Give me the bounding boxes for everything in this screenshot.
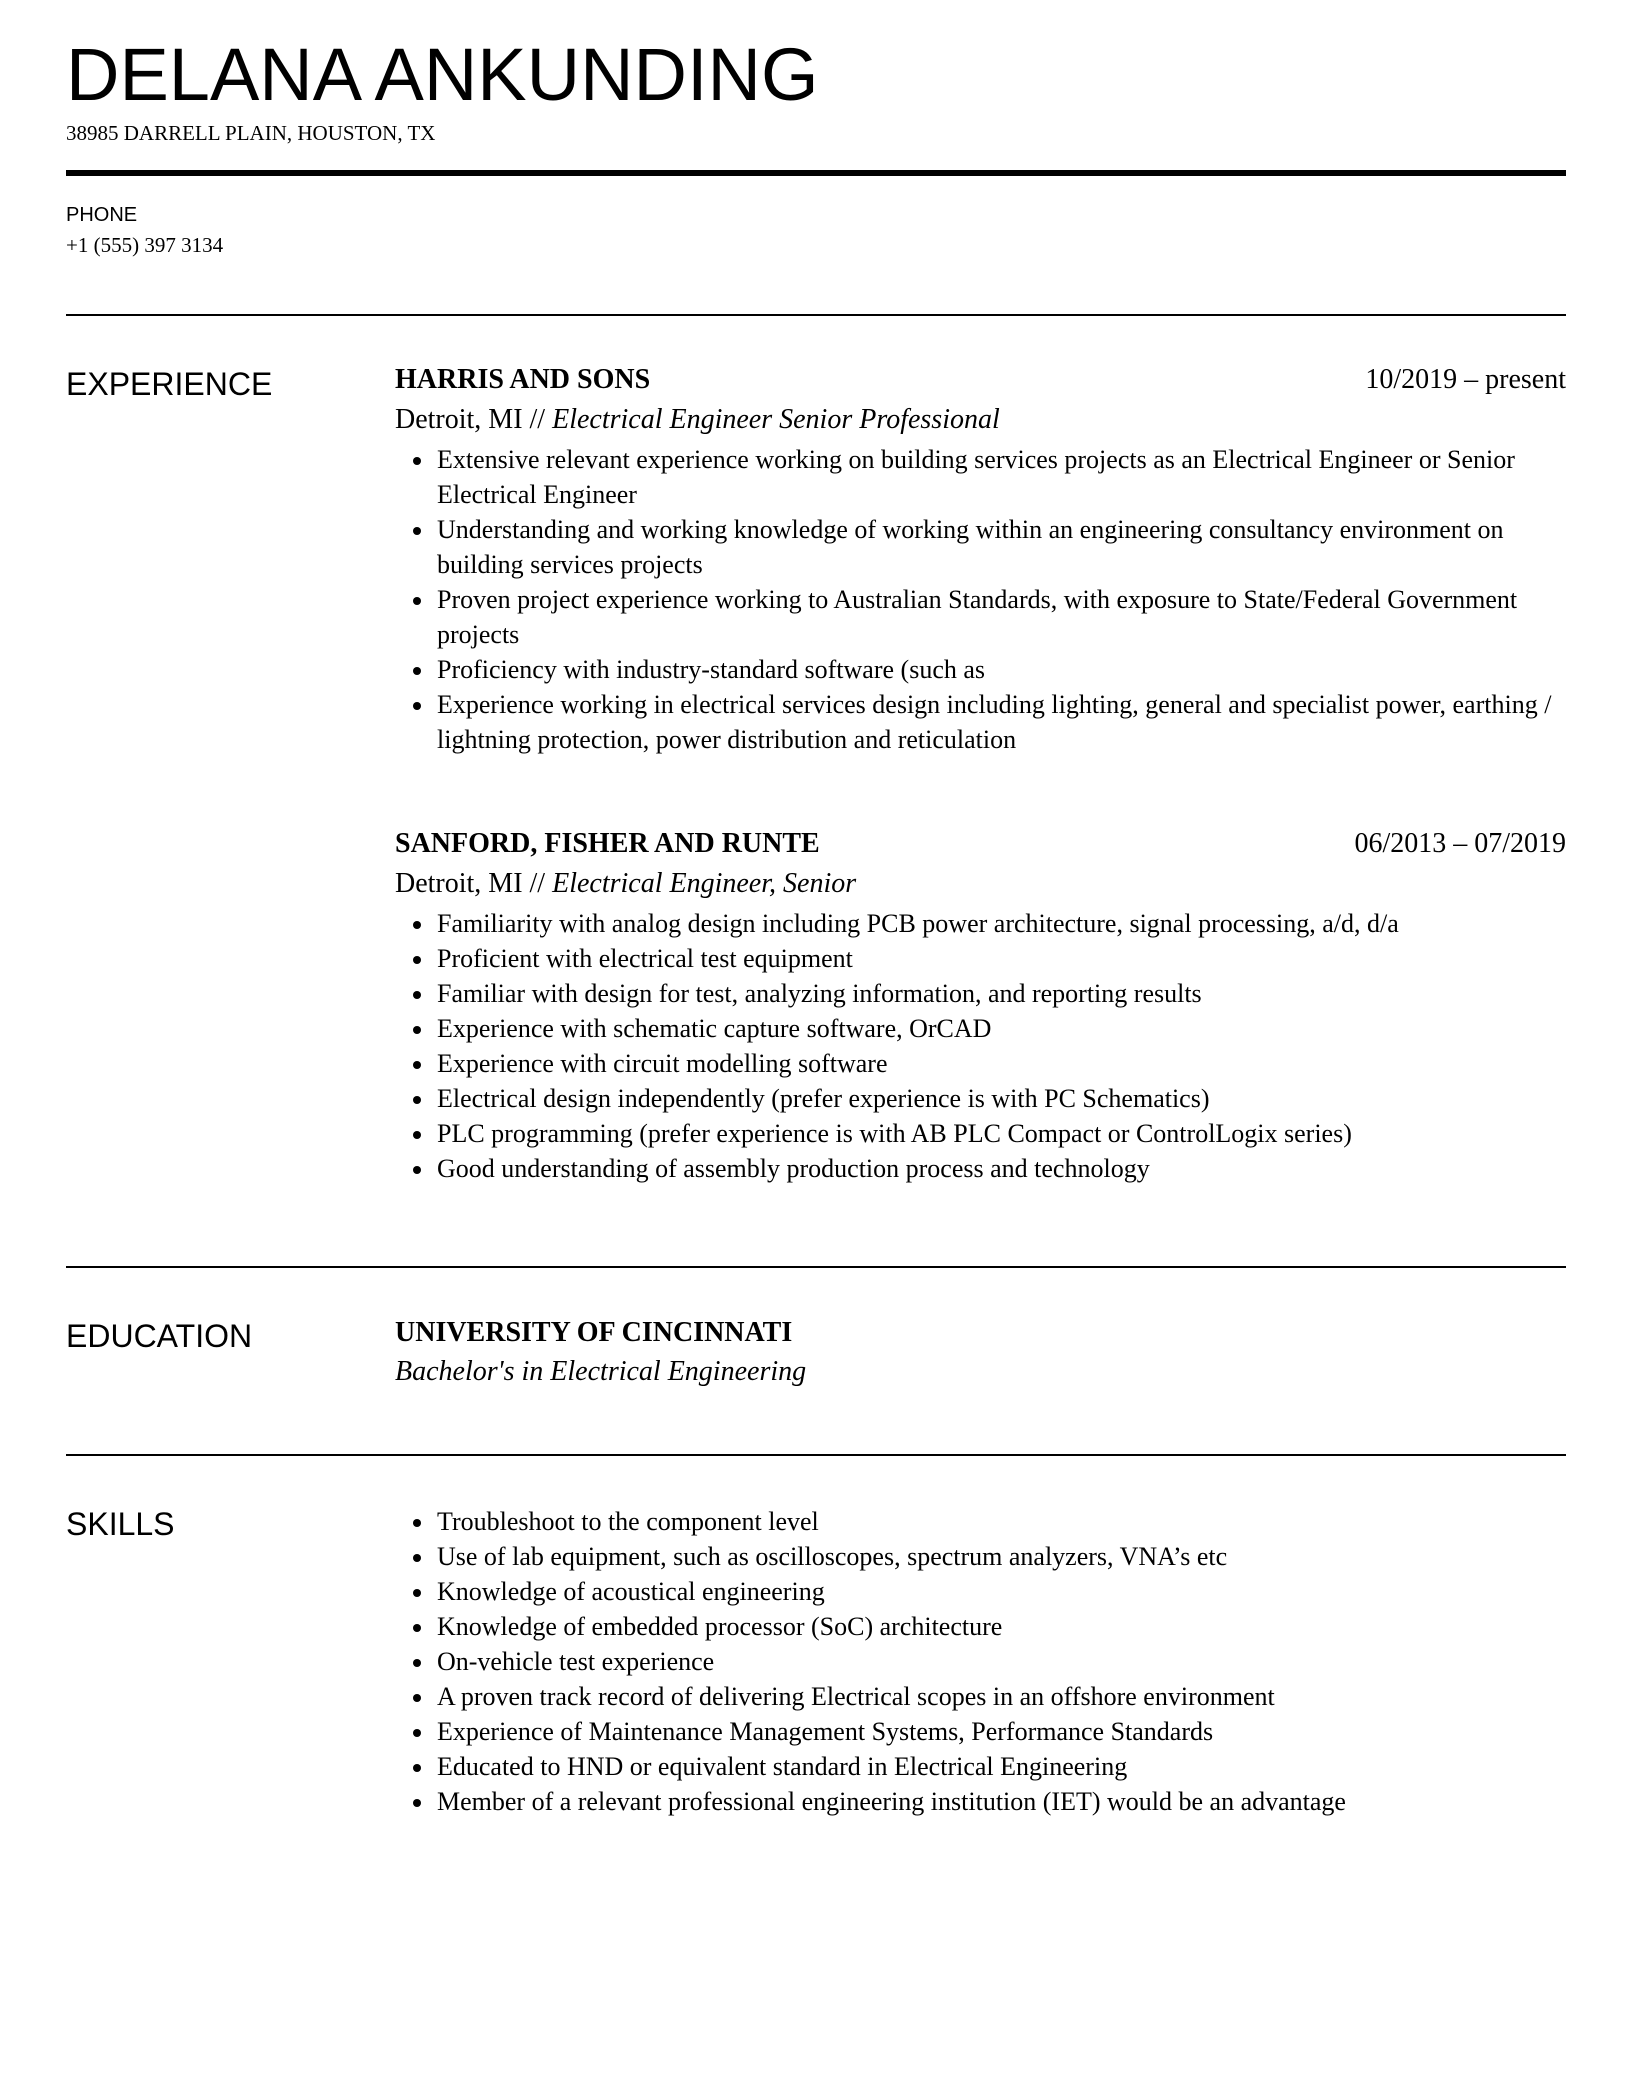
skills-entry — [395, 1504, 1566, 1819]
job-title: Electrical Engineer, Senior — [552, 868, 857, 899]
job-bullet: Good understanding of assembly production process and technology — [437, 1151, 1566, 1186]
job-bullet: Familiarity with analog design including PCB power architecture, signal processing, a/d, d/a — [437, 906, 1566, 941]
skill-item: Knowledge of embedded processor (SoC) architecture — [437, 1609, 1566, 1644]
education-section-title: EDUCATION — [66, 1318, 253, 1354]
job-bullet: Proven project experience working to Australian Standards, with exposure to State/Federal Government projects — [437, 582, 1566, 652]
job-bullet: Experience with circuit modelling software — [437, 1046, 1566, 1081]
job-bullet: Proficiency with industry-standard software (such as — [437, 652, 1566, 687]
job-bullet: Electrical design independently (prefer experience is with PC Schematics) — [437, 1081, 1566, 1116]
skill-item: Knowledge of acoustical engineering — [437, 1574, 1566, 1609]
job-company: HARRIS AND SONS — [395, 364, 651, 395]
education-entry — [395, 1314, 1566, 1392]
job-bullet: Experience with schematic capture software, OrCAD — [437, 1011, 1566, 1046]
skill-item: Educated to HND or equivalent standard in Electrical Engineering — [437, 1749, 1566, 1784]
job-subtitle — [395, 864, 1566, 904]
education-school: UNIVERSITY OF CINCINNATI — [395, 1317, 793, 1348]
job-bullet: PLC programming (prefer experience is with AB PLC Compact or ControlLogix series) — [437, 1116, 1566, 1151]
phone-label: PHONE — [66, 204, 138, 226]
header-divider — [66, 170, 1566, 176]
skill-item: Member of a relevant professional engineering institution (IET) would be an advantage — [437, 1784, 1566, 1819]
section-divider-experience — [66, 314, 1566, 316]
section-divider-skills — [66, 1454, 1566, 1456]
job-bullet: Proficient with electrical test equipment — [437, 941, 1566, 976]
job-location: Detroit, MI — [395, 868, 523, 899]
education-degree: Bachelor's in Electrical Engineering — [395, 1356, 807, 1387]
job-bullet: Familiar with design for test, analyzing information, and reporting results — [437, 976, 1566, 1011]
job-title: Electrical Engineer Senior Professional — [552, 404, 1000, 435]
candidate-address: 38985 DARRELL PLAIN, HOUSTON, TX — [66, 121, 436, 145]
skill-item: Experience of Maintenance Management Systems, Performance Standards — [437, 1714, 1566, 1749]
job-separator: // — [522, 404, 553, 435]
skill-item: On-vehicle test experience — [437, 1644, 1566, 1679]
job-bullet: Experience working in electrical services design including lighting, general and specialist power, earthing / lightning protection, power distribution and reticulation — [437, 687, 1566, 757]
resume-page — [66, 0, 1566, 2098]
job-bullet: Extensive relevant experience working on building services projects as an Electrical Engineer or Senior Electrical Engineer — [437, 442, 1566, 512]
job-header — [395, 362, 1566, 400]
section-divider-education — [66, 1266, 1566, 1268]
skill-item: Use of lab equipment, such as oscilloscopes, spectrum analyzers, VNA’s etc — [437, 1539, 1566, 1574]
skills-section-title: SKILLS — [66, 1506, 175, 1542]
skills-list — [395, 1504, 1566, 1819]
job-entry — [395, 826, 1566, 1186]
job-location: Detroit, MI — [395, 404, 523, 435]
job-dates: 10/2019 – present — [1365, 364, 1566, 395]
phone-number: +1 (555) 397 3134 — [66, 233, 224, 257]
job-bullet-list — [395, 442, 1566, 757]
job-company: SANFORD, FISHER AND RUNTE — [395, 828, 820, 859]
job-bullet-list — [395, 906, 1566, 1186]
job-dates: 06/2013 – 07/2019 — [1354, 828, 1566, 859]
skill-item: Troubleshoot to the component level — [437, 1504, 1566, 1539]
skill-item: A proven track record of delivering Electrical scopes in an offshore environment — [437, 1679, 1566, 1714]
job-header — [395, 826, 1566, 864]
candidate-name: DELANA ANKUNDING — [66, 33, 819, 116]
experience-section-title: EXPERIENCE — [66, 366, 273, 402]
job-entry — [395, 362, 1566, 757]
job-subtitle — [395, 400, 1566, 440]
job-separator: // — [522, 868, 553, 899]
job-bullet: Understanding and working knowledge of working within an engineering consultancy environment on building services projects — [437, 512, 1566, 582]
